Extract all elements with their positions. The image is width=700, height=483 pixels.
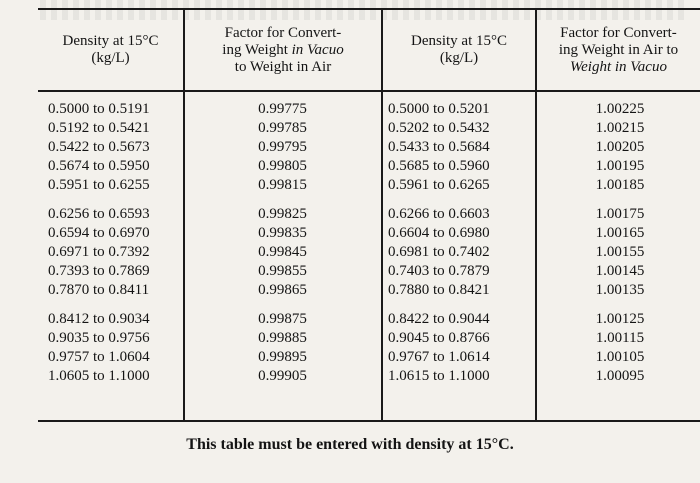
table-cell: 0.99845 [258,244,307,260]
header-line: (kg/L) [439,50,479,66]
table-cell: 0.8422 to 0.9044 [388,311,490,327]
table-cell: 1.00225 [595,101,645,117]
header-line: Factor for Convert- [560,24,677,41]
table-cell: 0.99855 [258,263,307,279]
table-cell: 0.6971 to 0.7392 [48,244,150,260]
table-cell: 0.6981 to 0.7402 [388,244,490,260]
table-cell: 0.7880 to 0.8421 [388,282,490,298]
header-density-vacuo [38,12,183,88]
table-caption: This table must be entered with density at 15°C. [186,436,514,453]
table-cell: 0.99775 [258,101,307,117]
header-density-air [383,12,535,88]
column-density-air [388,100,528,396]
table-cell: 0.6594 to 0.6970 [48,225,150,241]
table-cell: 0.5000 to 0.5201 [388,101,490,117]
table-cell: 0.99875 [258,311,307,327]
header-factor-air-to-vacuo [537,12,700,88]
table-cell: 0.9045 to 0.8766 [388,330,490,346]
table-cell: 0.99825 [258,206,307,222]
table-cell: 0.5433 to 0.5684 [388,139,490,155]
table-cell: 0.5685 to 0.5960 [388,158,490,174]
column-factor-air-to-vacuo [545,100,695,396]
table-cell: 0.7393 to 0.7869 [48,263,150,279]
table-cell: 1.00185 [595,177,645,193]
table-cell: 0.9767 to 1.0614 [388,349,490,365]
table-cell: 0.99805 [258,158,307,174]
column-factor-vacuo-to-air [190,100,375,396]
table-cell: 0.7870 to 0.8411 [48,282,150,298]
table-cell: 0.99815 [258,177,307,193]
table-cell: 0.5961 to 0.6265 [388,177,490,193]
table-cell: 0.5422 to 0.5673 [48,139,150,155]
table-cell: 1.00105 [595,349,645,365]
table-cell: 1.00135 [595,282,645,298]
table-cell: 1.0605 to 1.1000 [48,368,150,384]
table-cell: 1.00095 [595,368,645,384]
header-rule [38,90,700,92]
header-line: Density at 15°C [411,33,507,49]
table-cell: 0.99795 [258,139,307,155]
table-bottom-rule [38,420,700,422]
table-cell: 0.99885 [258,330,307,346]
table-cell: 1.00125 [595,311,645,327]
table-cell: 0.6266 to 0.6603 [388,206,490,222]
table-cell: 0.99785 [258,120,307,136]
table-cell: 0.99835 [258,225,307,241]
table-cell: 0.99905 [258,368,307,384]
header-line: Density at 15°C [62,33,159,49]
table-cell: 0.5202 to 0.5432 [388,120,490,136]
table-cell: 0.99865 [258,282,307,298]
header-factor-vacuo-to-air [185,12,381,88]
table-cell: 0.5951 to 0.6255 [48,177,150,193]
table-cell: 1.00205 [595,139,645,155]
header-line: Weight in Vacuo [570,58,667,75]
table-top-rule [38,8,700,10]
table-cell: 0.5000 to 0.5191 [48,101,150,117]
table-cell: 0.5674 to 0.5950 [48,158,150,174]
table-cell: 1.00175 [595,206,645,222]
header-line: (kg/L) [91,50,130,66]
table-cell: 1.00195 [595,158,645,174]
table-cell: 0.6604 to 0.6980 [388,225,490,241]
column-density-vacuo [48,100,176,396]
table-cell: 0.5192 to 0.5421 [48,120,150,136]
table-cell: 0.99895 [258,349,307,365]
table-cell: 1.00155 [595,244,645,260]
table-cell: 0.7403 to 0.7879 [388,263,490,279]
header-line: Factor for Convert- [224,24,342,41]
table-cell: 1.00165 [595,225,645,241]
table-cell: 0.9035 to 0.9756 [48,330,150,346]
table-cell: 1.0615 to 1.1000 [388,368,490,384]
table-cell: 0.8412 to 0.9034 [48,311,150,327]
table-cell: 0.6256 to 0.6593 [48,206,150,222]
table-cell: 1.00145 [595,263,645,279]
table-cell: 1.00215 [595,120,645,136]
header-line: ing Weight in Vacuo [222,41,344,58]
table-cell: 1.00115 [595,330,645,346]
header-line: to Weight in Air [234,58,332,75]
table-cell: 0.9757 to 1.0604 [48,349,150,365]
header-line: ing Weight in Air to [558,41,679,58]
